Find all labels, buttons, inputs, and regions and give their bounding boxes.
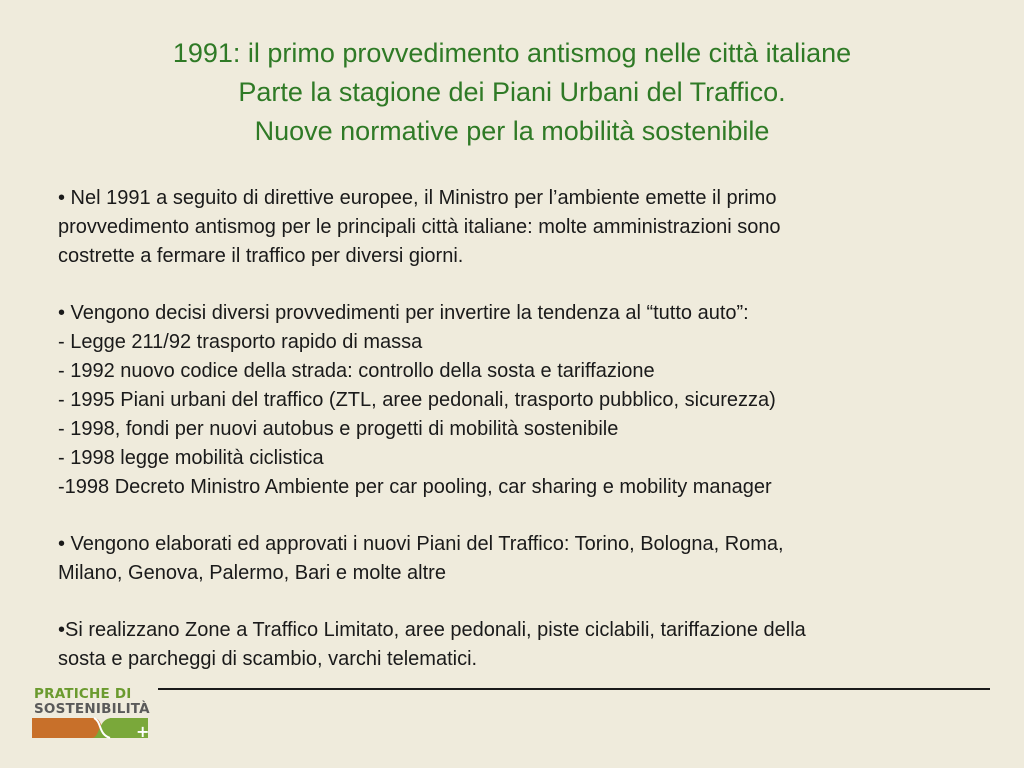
pratiche-di-sostenibilita-logo xyxy=(32,686,152,742)
logo-plus: + xyxy=(136,722,150,740)
title-line-3: Nuove normative per la mobilità sostenibile xyxy=(254,116,770,146)
paragraph-line: • Vengono elaborati ed approvati i nuovi Piani del Traffico: Torino, Bologna, Roma, xyxy=(58,533,784,555)
slide-title xyxy=(0,34,1024,151)
road-icon xyxy=(32,716,152,740)
list-item: - 1998 legge mobilità ciclistica xyxy=(58,447,324,469)
paragraph-line: • Nel 1991 a seguito di direttive europee, il Ministro per l’ambiente emette il primo xyxy=(58,187,777,209)
paragraph-4 xyxy=(58,616,978,674)
title-line-2: Parte la stagione dei Piani Urbani del Traffico. xyxy=(238,77,786,107)
list-item: -1998 Decreto Ministro Ambiente per car pooling, car sharing e mobility manager xyxy=(58,476,772,498)
list-item: - 1995 Piani urbani del traffico (ZTL, aree pedonali, trasporto pubblico, sicurezza) xyxy=(58,389,776,411)
paragraph-line: sosta e parcheggi di scambio, varchi telematici. xyxy=(58,648,478,670)
list-item: - 1998, fondi per nuovi autobus e progetti di mobilità sostenibile xyxy=(58,418,619,440)
paragraph-line: provvedimento antismog per le principali città italiane: molte amministrazioni sono xyxy=(58,216,781,238)
paragraph-line: Milano, Genova, Palermo, Bari e molte altre xyxy=(58,562,446,584)
paragraph-line: • Vengono decisi diversi provvedimenti per invertire la tendenza al “tutto auto”: xyxy=(58,302,749,324)
list-item: - 1992 nuovo codice della strada: controllo della sosta e tariffazione xyxy=(58,360,655,382)
slide-body xyxy=(58,184,978,702)
paragraph-line: •Si realizzano Zone a Traffico Limitato, aree pedonali, piste ciclabili, tariffazione della xyxy=(58,619,806,641)
footer-divider xyxy=(158,688,990,690)
list-item: - Legge 211/92 trasporto rapido di massa xyxy=(58,331,423,353)
paragraph-3 xyxy=(58,530,978,588)
paragraph-2 xyxy=(58,299,978,502)
logo-line-2: SOSTENIBILITÀ xyxy=(34,701,150,717)
logo-line-1: PRATICHE DI xyxy=(34,686,132,702)
title-line-1: 1991: il primo provvedimento antismog nelle città italiane xyxy=(172,38,852,68)
paragraph-1 xyxy=(58,184,978,271)
paragraph-line: costrette a fermare il traffico per diversi giorni. xyxy=(58,245,464,267)
